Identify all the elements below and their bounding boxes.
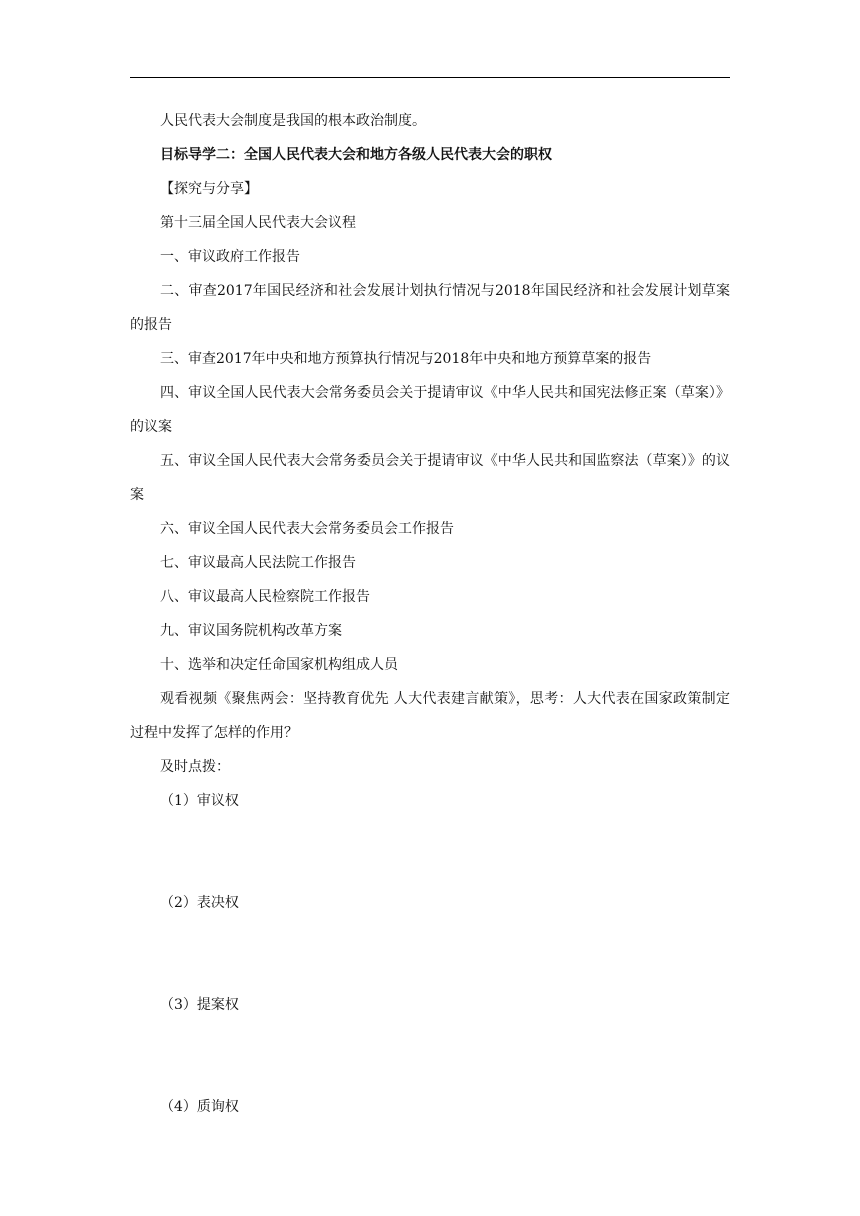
agenda-item: 八、审议最高人民检察院工作报告 bbox=[160, 589, 370, 605]
section-heading: 目标导学二：全国人民代表大会和地方各级人民代表大会的职权 bbox=[160, 147, 552, 163]
power-item-review: （1）审议权 bbox=[160, 793, 239, 809]
answer-space bbox=[130, 1022, 730, 1090]
header-rule bbox=[130, 77, 730, 78]
answer-space bbox=[130, 920, 730, 988]
agenda-item: 一、审议政府工作报告 bbox=[160, 249, 300, 265]
agenda-item: 九、审议国务院机构改革方案 bbox=[160, 623, 342, 639]
document-body bbox=[130, 104, 730, 1124]
tips-label: 及时点拨： bbox=[160, 759, 230, 775]
power-item-inquiry: （4）质询权 bbox=[160, 1099, 239, 1115]
agenda-item: 四、审议全国人民代表大会常务委员会关于提请审议《中华人民共和国宪法修正案（草案）》的议案 bbox=[130, 385, 730, 435]
agenda-item: 二、审查2017年国民经济和社会发展计划执行情况与2018年国民经济和社会发展计划草案的报告 bbox=[130, 283, 730, 333]
agenda-item: 七、审议最高人民法院工作报告 bbox=[160, 555, 356, 571]
agenda-item: 三、审查2017年中央和地方预算执行情况与2018年中央和地方预算草案的报告 bbox=[160, 351, 652, 367]
agenda-item: 五、审议全国人民代表大会常务委员会关于提请审议《中华人民共和国监察法（草案）》的议案 bbox=[130, 453, 730, 503]
power-item-proposal: （3）提案权 bbox=[160, 997, 239, 1013]
video-question: 观看视频《聚焦两会：坚持教育优先 人大代表建言献策》，思考：人大代表在国家政策制定过程中发挥了怎样的作用？ bbox=[130, 691, 730, 741]
agenda-title: 第十三届全国人民代表大会议程 bbox=[160, 215, 356, 231]
agenda-item: 六、审议全国人民代表大会常务委员会工作报告 bbox=[160, 521, 454, 537]
agenda-item: 十、选举和决定任命国家机构组成人员 bbox=[160, 657, 398, 673]
answer-space bbox=[130, 818, 730, 886]
power-item-vote: （2）表决权 bbox=[160, 895, 239, 911]
explore-label: 【探究与分享】 bbox=[160, 181, 258, 197]
intro-paragraph: 人民代表大会制度是我国的根本政治制度。 bbox=[160, 113, 426, 129]
